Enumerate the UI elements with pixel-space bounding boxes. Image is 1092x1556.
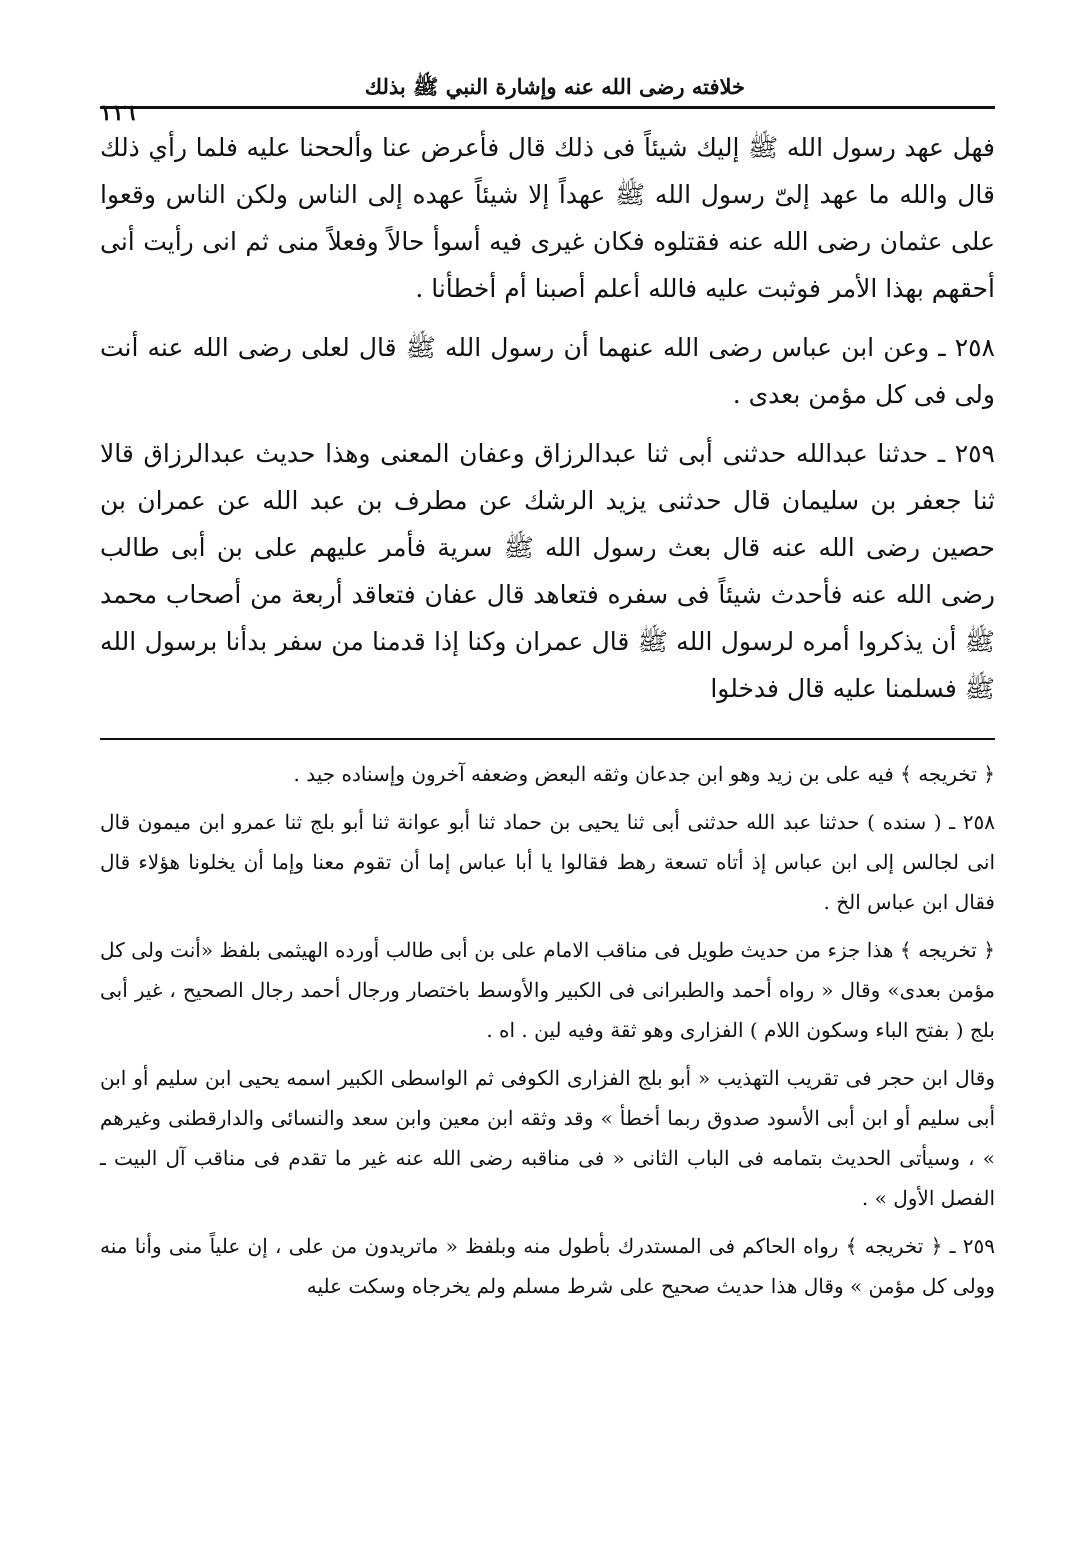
book-page xyxy=(100,70,995,1500)
running-header xyxy=(100,70,995,126)
hadith-259: ٢٥٩ ـ حدثنا عبدالله حدثنى أبى ثنا عبدالرزاق وعفان المعنى وهذا حديث عبدالرزاق قالا ثنا جعفر بن سليمان قال حدثنى يزيد الرشك عن مطرف بن عبد الله عن عمران بن حصين رضى الله عنه قال بعث رسول الله ﷺ سرية فأمر عليهم على بن أبى طالب رضى الله عنه فأحدث شيئاً فى سفره فتعاهد قال عفان فتعاقد أربعة من أصحاب محمد ﷺ أن يذكروا أمره لرسول الله ﷺ قال عمران وكنا إذا قدمنا من سفر بدأنا برسول الله ﷺ فسلمنا عليه قال فدخلوا xyxy=(100,439,995,703)
main-text xyxy=(100,124,995,712)
main-paragraph-1: فهل عهد رسول الله ﷺ إليك شيئاً فى ذلك قال فأعرض عنا وألححنا عليه فلما رأي ذلك قال والله ما عهد إلىّ رسول الله ﷺ عهداً إلا شيئاً عهده إلى الناس ولكن الناس وقعوا على عثمان رضى الله عنه فقتلوه فكان غيرى فيه أسوأ حالاً وفعلاً منى ثم انى رأيت أنى أحقهم بهذا الأمر فوثبت عليه فالله أعلم أصبنا أم أخطأنا . xyxy=(100,133,995,303)
hadith-258: ٢٥٨ ـ وعن ابن عباس رضى الله عنهما أن رسول الله ﷺ قال لعلى رضى الله عنه أنت ولى فى كل مؤمن بعدى . xyxy=(100,333,995,409)
footnotes xyxy=(100,754,995,1306)
footnote-rule xyxy=(100,738,995,740)
footnote-259-takhrij: ٢٥٩ ـ ﴿ تخريجه ﴾ رواه الحاكم فى المستدرك بأطول منه وبلفظ « ماتريدون من على ، إن علياً منى وأنا منه وولى كل مؤمن » وقال هذا حديث صحيح على شرط مسلم ولم يخرجاه وسكت عليه xyxy=(100,1234,995,1298)
running-title: خلافته رضى الله عنه وإشارة النبي ﷺ بذلك xyxy=(364,74,745,99)
page-number: ١١٦ xyxy=(100,100,136,126)
footnote-258-takhrij: ﴿ تخريجه ﴾ هذا جزء من حديث طويل فى مناقب الامام على بن أبى طالب أورده الهيثمى بلفظ «أنت ولى كل مؤمن بعدى» وقال « رواه أحمد والطبرانى فى الكبير والأوسط باختصار ورجال أحمد رجال الصحيح ، غير أبى بلج ( بفتح الباء وسكون اللام ) الفزارى وهو ثقة وفيه لين . اه . xyxy=(100,938,995,1042)
footnote-258-ibn-hajar: وقال ابن حجر فى تقريب التهذيب « أبو بلج الفزارى الكوفى ثم الواسطى الكبير اسمه يحيى ابن سليم أو ابن أبى سليم أو ابن أبى الأسود صدوق ربما أخطأ » وقد وثقه ابن معين وابن سعد والنسائى والدارقطنى وغيرهم » ، وسيأتى الحديث بتمامه فى الباب الثانى « فى مناقبه رضى الله عنه غير ما تقدم فى مناقب آل البيت ـ الفصل الأول » . xyxy=(100,1066,995,1210)
footnote-258-sanad: ٢٥٨ ـ ( سنده ) حدثنا عبد الله حدثنى أبى ثنا يحيى بن حماد ثنا أبو عوانة ثنا أبو بلج ثنا عمرو ابن ميمون قال انى لجالس إلى ابن عباس إذ أتاه تسعة رهط فقالوا يا أبا عباس إما أن تقوم معنا وإما أن يخلونا هؤلاء قال فقال ابن عباس الخ . xyxy=(100,810,995,914)
footnote-takhrij-previous: ﴿ تخريجه ﴾ فيه على بن زيد وهو ابن جدعان وثقه البعض وضعفه آخرون وإسناده جيد . xyxy=(293,762,995,786)
header-rule xyxy=(100,106,995,109)
